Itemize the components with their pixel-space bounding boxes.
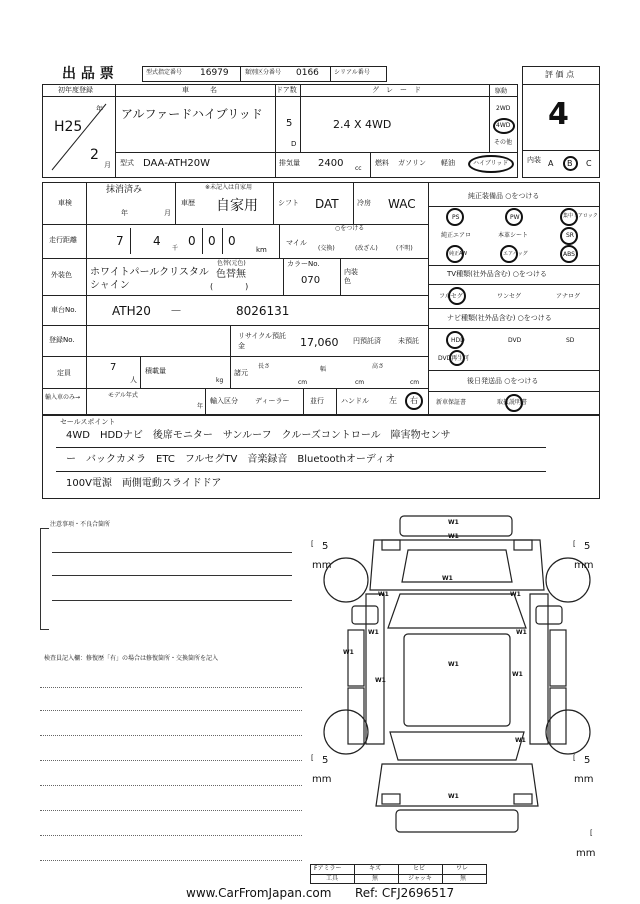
model-year-label: モデル年式	[108, 392, 138, 399]
width-label: 幅	[320, 366, 327, 373]
year-suffix: 年	[96, 105, 103, 113]
mark-right-quarter: W1	[515, 737, 526, 744]
interior-a: A	[548, 159, 554, 168]
mark-right-rear-door: W1	[512, 671, 523, 678]
mileage-digit-3: 0	[188, 234, 196, 248]
legend-r1: 工具	[326, 875, 339, 882]
mark-left-rear-door: W1	[375, 677, 386, 684]
sales-points-title: セールスポイント	[60, 418, 116, 426]
ac-value: WAC	[388, 197, 416, 211]
after-manual-circle	[505, 394, 523, 412]
recycle-unpaid: 未預託	[398, 337, 419, 345]
interior-b-circle	[563, 156, 578, 171]
equip-leather: 本革シート	[498, 232, 529, 239]
navi-hdd: HDD	[451, 337, 465, 344]
tread-front-left: 5	[322, 541, 329, 552]
navi-dvd-play-circle	[449, 350, 465, 366]
dims-label: 諸元	[234, 369, 248, 377]
shaken-value: 抹消済み	[106, 185, 143, 195]
interior-grade-label: 内装	[527, 156, 541, 164]
shift-value: DAT	[315, 197, 339, 211]
type-code-label: 型式指定番号	[146, 69, 183, 76]
month-suffix: 月	[104, 161, 111, 169]
mileage-label: 走行距離	[49, 236, 77, 244]
mileage-digit-2: 4	[153, 234, 161, 248]
equip-sr: SR	[566, 232, 574, 239]
grade-points-label: 評 価 点	[545, 70, 575, 79]
interior-b: B	[567, 159, 573, 168]
thousand-unit: 千	[172, 245, 179, 252]
after-title: 後日発送品 ○をつける	[467, 377, 539, 385]
navi-dvd-play: DVD再生可	[438, 355, 470, 362]
equip-airbag-circle	[500, 245, 518, 263]
fuel-gasoline: ガソリン	[398, 159, 426, 167]
import-type-label: 輸入区分	[210, 397, 238, 405]
interior-color-label: 内装色	[344, 268, 358, 285]
ac-label: 冷房	[357, 199, 371, 207]
displacement-value: 2400	[318, 158, 344, 169]
equip-central-lock: 集中ドアロック	[563, 213, 598, 219]
equip-abs-circle	[560, 245, 578, 263]
tread-front-right: 5	[584, 541, 591, 552]
km-unit: km	[256, 246, 267, 254]
legend-h3: ヒビ	[413, 865, 426, 872]
drive-4wd: 4WD	[496, 122, 511, 129]
sales-line-1: 4WD HDDナビ 後席モニター サンルーフ クルーズコントロール 障害物センサ	[66, 430, 451, 441]
shift-label: シフト	[278, 199, 299, 207]
color-label: 外装色	[51, 271, 72, 279]
tv-analog: アナログ	[556, 293, 581, 300]
mileage-digit-4: 0	[208, 234, 216, 248]
equip-lock-circle	[560, 208, 578, 226]
first-reg-label: 初年度登録	[58, 86, 93, 94]
shaken-label: 車検	[58, 199, 72, 207]
equip-airbag: エアバッグ	[503, 251, 528, 257]
length-label: 長さ	[258, 363, 271, 370]
equip-abs: ABS	[563, 251, 575, 258]
car-name: アルファードハイブリッド	[121, 107, 263, 121]
import-label: 輸入車のみ→	[45, 394, 81, 401]
mile-label: マイル	[286, 239, 307, 247]
drive-4wd-circle	[493, 118, 515, 134]
color-changed: 色替無	[216, 269, 246, 280]
fuel-label: 燃料	[375, 159, 389, 167]
tread-rear-right-bracket: [	[573, 754, 576, 762]
color-code-label: カラーNo.	[287, 260, 320, 268]
interior-c: C	[586, 159, 592, 168]
handle-right: 右	[410, 396, 418, 405]
type-code: 16979	[200, 68, 229, 78]
grade-value: 2.4 X 4WD	[333, 118, 392, 131]
navi-title: ナビ種類(社外品含む) ○をつける	[447, 314, 552, 322]
doors-label: ドア数	[276, 86, 297, 94]
equip-sr-circle	[560, 227, 578, 245]
color-code: 070	[301, 275, 321, 286]
displacement-unit: cc	[355, 165, 362, 172]
usage-note: ※未記入は自家用	[205, 184, 253, 191]
mileage-digit-1: 7	[116, 234, 124, 248]
mileage-digit-5: 0	[228, 234, 236, 248]
capacity-label: 定員	[57, 369, 71, 377]
sales-line-2: ー バックカメラ ETC フルセグTV 音楽録音 Bluetoothオーディオ	[66, 454, 396, 465]
damage-diagram	[312, 510, 602, 860]
mark-left-pillar: W1	[343, 649, 354, 656]
chassis-dash: －	[170, 304, 183, 318]
tread-front-left-bracket: [	[311, 540, 314, 548]
tread-rear-right: 5	[584, 755, 591, 766]
chassis-prefix: ATH20	[112, 304, 151, 318]
color-note: 色替(元色)	[217, 260, 246, 267]
tread-spare-bracket: [	[590, 829, 593, 837]
height-label: 高さ	[372, 363, 385, 370]
drive-other: その他	[494, 139, 513, 146]
recycle-value: 17,060	[300, 336, 339, 349]
car-name-label: 車 名	[182, 86, 217, 94]
odo-circle-note: ○をつける	[335, 225, 365, 232]
odo-exchange: (交換)	[318, 245, 335, 252]
equip-aw-circle	[446, 245, 464, 263]
legend-h2: キズ	[369, 865, 381, 872]
equip-ps: PS	[452, 214, 460, 221]
odo-tamper: (改ざん)	[355, 245, 378, 252]
legend-r3: ジャッキ	[408, 875, 432, 882]
model-label: 型式	[120, 159, 134, 167]
legend-h1: Fアミラー	[314, 865, 342, 872]
serial-label: シリアル番号	[334, 69, 370, 76]
handle-label: ハンドル	[341, 397, 369, 405]
equip-aw: 純正AW	[449, 251, 468, 257]
fuel-hybrid: ハイブリッド	[473, 160, 509, 167]
equip-pw: PW	[510, 214, 520, 221]
sales-line-3: 100V電源 両側電動スライドドア	[66, 478, 222, 489]
load-unit: kg	[216, 377, 224, 384]
tv-title: TV種類(社外品含む) ○をつける	[447, 270, 547, 278]
mark-right-front-door: W1	[516, 629, 527, 636]
mark-front-grille: W1	[448, 533, 459, 540]
color-value: ホワイトパールクリスタルシャイン	[90, 267, 209, 291]
length-unit: cm	[298, 379, 308, 386]
drive-label: 駆動	[495, 88, 508, 95]
mark-rear-bumper: W1	[448, 793, 459, 800]
chassis-label: 車台No.	[51, 306, 77, 314]
drive-2wd: 2WD	[496, 105, 511, 112]
tv-fullseg: フルセグ	[439, 293, 463, 300]
legend-r4: 無	[460, 875, 467, 882]
reg-month: 2	[90, 147, 99, 163]
doors-sub: D	[291, 140, 297, 148]
model-value: DAA-ATH20W	[143, 158, 210, 169]
doors-value: 5	[286, 118, 293, 129]
equip-pw-circle	[505, 208, 523, 226]
shaken-month: 月	[164, 209, 171, 217]
capacity-value: 7	[110, 362, 117, 373]
tread-rear-right-unit: mm	[574, 774, 594, 785]
tv-fullseg-circle	[448, 287, 466, 305]
load-label: 積載量	[145, 367, 166, 375]
width-unit: cm	[355, 379, 365, 386]
tread-rear-left-unit: mm	[312, 774, 332, 785]
usage-value: 自家用	[216, 198, 258, 214]
recycle-label: リサイクル預託金	[238, 332, 287, 350]
mark-hood: W1	[442, 575, 453, 582]
tread-rear-left-bracket: [	[311, 754, 314, 762]
shaken-year: 年	[121, 209, 128, 217]
equip-aero: 純正エアロ	[441, 232, 472, 239]
tread-front-right-unit: mm	[574, 560, 594, 571]
import-dealer: ディーラー	[255, 397, 290, 405]
recycle-paid: 円預託済	[353, 337, 381, 345]
grade-label: グ レ ー ド	[372, 86, 421, 94]
tread-front-left-unit: mm	[312, 560, 332, 571]
tv-oneseg: ワンセグ	[497, 293, 522, 300]
tread-spare-unit: mm	[576, 848, 596, 859]
handle-right-circle	[405, 392, 423, 410]
height-unit: cm	[410, 379, 420, 386]
navi-hdd-circle	[446, 331, 464, 349]
navi-sd: SD	[566, 337, 575, 344]
caution-bracket	[40, 528, 49, 630]
handle-left: 左	[389, 396, 397, 405]
mark-front-bumper: W1	[448, 519, 459, 526]
color-paren: ( )	[210, 282, 249, 291]
legend-h4: ワレ	[456, 865, 469, 872]
era-year: H25	[54, 119, 83, 135]
displacement-label: 排気量	[279, 159, 300, 167]
after-warranty: 新車保証書	[436, 399, 467, 406]
fuel-diesel: 軽油	[441, 159, 455, 167]
caution-title: 注意事項・不良合箇所	[50, 521, 111, 528]
footer-ref: Ref: CFJ2696517	[355, 886, 455, 900]
tread-front-right-bracket: [	[573, 540, 576, 548]
mark-roof: W1	[448, 661, 459, 668]
after-manual: 取扱説明書	[497, 399, 528, 406]
reg-label: 登録No.	[49, 336, 75, 344]
equipment-title: 純正装備品 ○をつける	[468, 192, 540, 200]
navi-dvd: DVD	[508, 337, 522, 344]
equip-ps-circle	[446, 208, 464, 226]
chassis-number: 8026131	[236, 304, 290, 318]
legend-r2: 無	[372, 875, 379, 882]
mark-right-fender: W1	[510, 591, 521, 598]
footer-site[interactable]: www.CarFromJapan.com	[186, 886, 332, 900]
mark-left-fender: W1	[378, 591, 389, 598]
category-label: 類別区分番号	[245, 69, 282, 76]
odo-unknown: (不明)	[396, 245, 413, 252]
category-code: 0166	[296, 68, 319, 78]
import-parallel: 並行	[310, 397, 324, 405]
fuel-hybrid-circle	[468, 155, 514, 173]
inspector-title: 検査員記入欄：修復歴「有」の場合は修復箇所・交換箇所を記入	[44, 655, 219, 662]
mark-left-front-door: W1	[368, 629, 379, 636]
capacity-unit: 人	[130, 376, 137, 384]
grade-points-value: 4	[548, 97, 569, 132]
usage-label: 車歴	[181, 199, 195, 207]
form-title: 出 品 票	[62, 66, 114, 82]
tread-rear-left: 5	[322, 755, 329, 766]
import-year-unit: 年	[197, 403, 204, 410]
